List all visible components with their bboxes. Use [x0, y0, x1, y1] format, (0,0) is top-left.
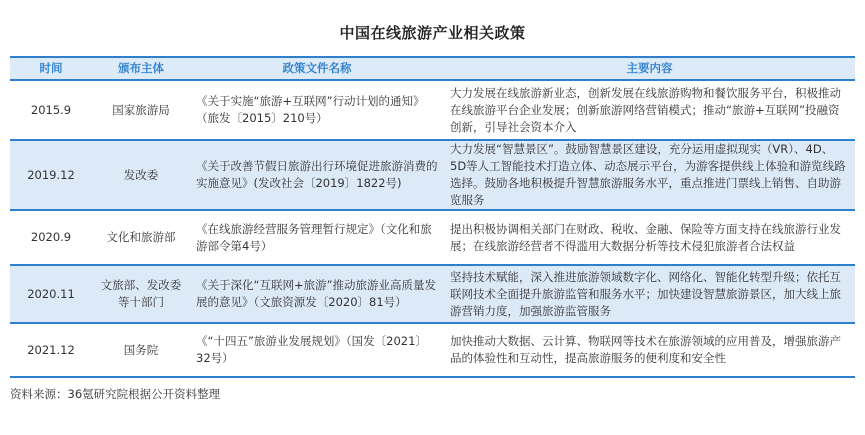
cell-document: 《在线旅游经营服务管理暂行规定》（文化和旅游部令第4号） [190, 210, 444, 265]
cell-time: 2015.9 [10, 80, 92, 140]
cell-content: 大力发展“智慧景区”。鼓励智慧景区建设，充分运用虚拟现实（VR）、4D、5D等人工智能技术打造立体、动态展示平台，为游客提供线上体验和游览线路选择。鼓励各地积极提升智慧旅游服务水平，重点推进门票线上销售、自助游览服务 [444, 140, 855, 210]
header-issuer: 颁布主体 [92, 57, 190, 80]
policy-table-container [10, 56, 855, 378]
table-row [10, 265, 855, 323]
cell-time: 2020.11 [10, 265, 92, 323]
cell-time: 2020.9 [10, 210, 92, 265]
cell-issuer: 文化和旅游部 [92, 210, 190, 265]
header-document: 政策文件名称 [190, 57, 444, 80]
header-content: 主要内容 [444, 57, 855, 80]
cell-document: 《关于深化“互联网+旅游”推动旅游业高质量发展的意见》（文旅资源发〔2020〕81号） [190, 265, 444, 323]
policy-table [10, 56, 855, 378]
table-header-row [10, 57, 855, 80]
cell-content: 加快推动大数据、云计算、物联网等技术在旅游领域的应用普及，增强旅游产品的体验性和互动性，提高旅游服务的便利度和安全性 [444, 323, 855, 377]
cell-time: 2021.12 [10, 323, 92, 377]
cell-time: 2019.12 [10, 140, 92, 210]
page-title: 中国在线旅游产业相关政策 [339, 24, 526, 42]
cell-document: 《关于实施“旅游+互联网”行动计划的通知》（旅发〔2015〕210号） [190, 80, 444, 140]
header-time: 时间 [10, 57, 92, 80]
cell-content: 坚持技术赋能，深入推进旅游领域数字化、网络化、智能化转型升级；依托互联网技术全面提升旅游监管和服务水平；加快建设智慧旅游景区，加大线上旅游营销力度，加强旅游监管服务 [444, 265, 855, 323]
cell-content: 大力发展在线旅游新业态，创新发展在线旅游购物和餐饮服务平台，积极推动在线旅游平台企业发展；创新旅游网络营销模式；推动“旅游+互联网”投融资创新，引导社会资本介入 [444, 80, 855, 140]
cell-issuer: 发改委 [92, 140, 190, 210]
cell-document: 《关于改善节假日旅游出行环境促进旅游消费的实施意见》(发改社会〔2019〕1822号) [190, 140, 444, 210]
cell-content: 提出积极协调相关部门在财政、税收、金融、保险等方面支持在线旅游行业发展；在线旅游经营者不得滥用大数据分析等技术侵犯旅游者合法权益 [444, 210, 855, 265]
cell-document: 《“十四五”旅游业发展规划》（国发〔2021〕32号） [190, 323, 444, 377]
source-note: 资料来源：36氪研究院根据公开资料整理 [10, 387, 221, 401]
table-row [10, 140, 855, 210]
table-row [10, 210, 855, 265]
table-row [10, 323, 855, 377]
cell-issuer: 国家旅游局 [92, 80, 190, 140]
table-row [10, 80, 855, 140]
cell-issuer: 国务院 [92, 323, 190, 377]
cell-issuer: 文旅部、发改委等十部门 [92, 265, 190, 323]
